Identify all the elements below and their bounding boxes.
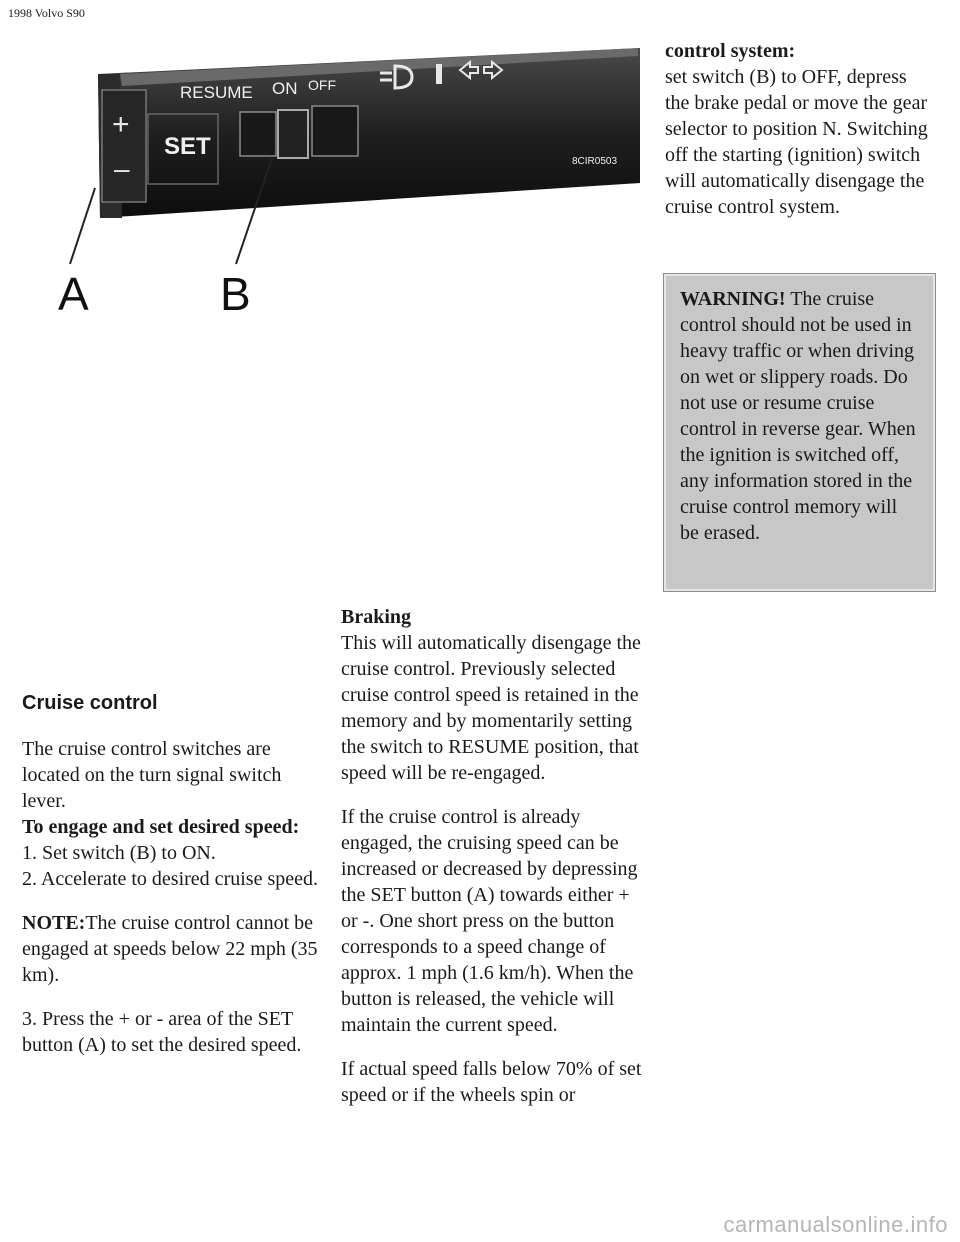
warning-label: WARNING!	[680, 288, 786, 310]
step-2: 2. Accelerate to desired cruise speed.	[22, 868, 318, 890]
on-label: ON	[272, 79, 298, 98]
callout-line-a	[70, 188, 95, 264]
engage-block	[22, 814, 327, 892]
image-code-label: 8CIR0503	[572, 156, 618, 167]
callout-label-b: B	[220, 268, 251, 320]
step-3: 3. Press the + or - area of the SET button (A) to set the desired speed.	[22, 1008, 302, 1056]
disengage-heading: control system:	[665, 40, 796, 62]
step-1: 1. Set switch (B) to ON.	[22, 842, 216, 864]
engage-heading: To engage and set desired speed:	[22, 816, 300, 838]
cruise-control-switch-figure	[40, 28, 650, 328]
intro-paragraph	[22, 736, 327, 814]
page-header-title: 1998 Volvo S90	[8, 6, 85, 20]
left-column	[22, 690, 327, 1076]
intro-text: The cruise control switches are located on the turn signal switch lever.	[22, 738, 282, 812]
disengage-text: set switch (B) to OFF, depress the brake pedal or move the gear selector to position N. Switching off the starting (ignition) switch will automatically disengage the cruise control system.	[665, 66, 928, 218]
plus-label: +	[112, 108, 130, 141]
right-column	[665, 38, 935, 220]
minus-label: –	[114, 153, 130, 184]
braking-paragraph	[341, 604, 651, 786]
warning-box	[664, 274, 935, 591]
note-text: The cruise control cannot be engaged at speeds below 22 mph (35 km).	[22, 912, 318, 986]
switch-b	[240, 106, 358, 158]
indicator-bar-icon	[436, 64, 442, 84]
callout-label-a: A	[58, 268, 89, 320]
braking-text: This will automatically disengage the cruise control. Previously selected cruise control speed is retained in the memory and by momentarily setting the switch to RESUME position, that speed will be re-engaged.	[341, 632, 641, 784]
speed-fall-paragraph: If actual speed falls below 70% of set speed or if the wheels spin or	[341, 1058, 642, 1106]
set-button-a	[102, 90, 146, 202]
resume-label: RESUME	[180, 83, 253, 102]
set-label: SET	[164, 133, 211, 160]
warning-text: The cruise control should not be used in heavy traffic or when driving on wet or slippery roads. Do not use or resume cruise control in reverse gear. When the ignition is switched off, any information stored in the cruise control memory will be erased.	[680, 288, 916, 544]
note-paragraph	[22, 910, 327, 988]
braking-heading: Braking	[341, 606, 412, 628]
section-heading: Cruise control	[22, 692, 158, 714]
note-label: NOTE:	[22, 912, 86, 934]
engaged-paragraph: If the cruise control is already engaged, the cruising speed can be increased or decreased by depressing the SET button (A) towards either + or -. One short press on the button corresponds to a speed change of approx. 1 mph (1.6 km/h). When the button is released, the vehicle will maintain the current speed.	[341, 806, 638, 1036]
watermark: carmanualsonline.info	[723, 1212, 948, 1237]
middle-column	[341, 604, 651, 1126]
off-label: OFF	[308, 77, 336, 93]
